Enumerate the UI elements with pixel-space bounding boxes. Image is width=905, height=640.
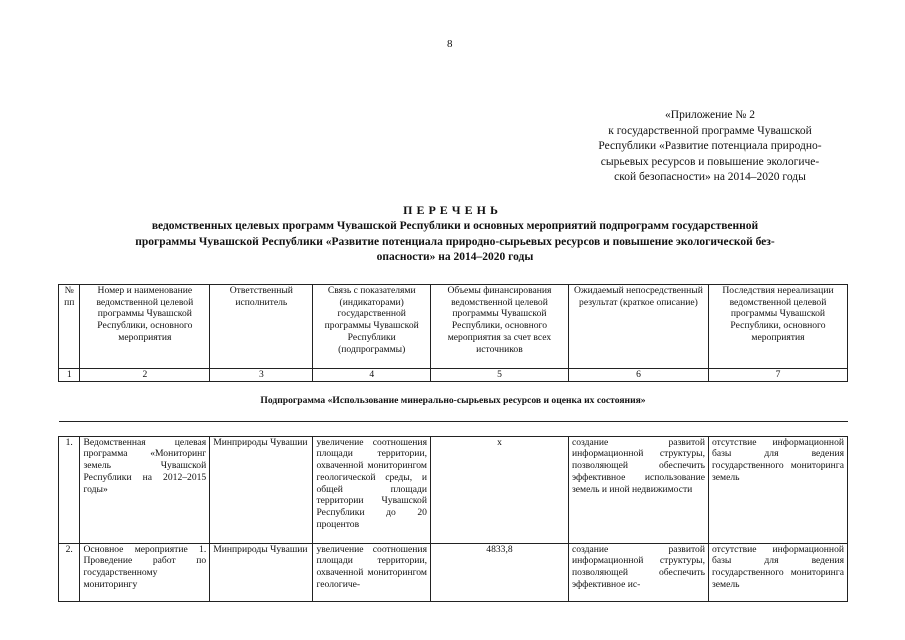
table-header-row	[59, 285, 848, 369]
row-number: 1.	[59, 436, 80, 543]
expected-result: создание развитой информационной структуры, позволяющей обеспечить эффективное использование земель и иной недвижимости	[568, 436, 708, 543]
executor: Минприроды Чувашии	[210, 543, 313, 601]
column-number: 2	[80, 369, 210, 382]
column-number: 5	[430, 369, 568, 382]
spacer-row	[59, 421, 848, 436]
page-number: 8	[447, 38, 453, 50]
expected-result: создание развитой информационной структуры, позволяющей обеспечить эффективное ис-	[568, 543, 708, 601]
table-row	[59, 436, 848, 543]
appendix-line: к государственной программе Чувашской	[608, 124, 812, 137]
header-cell: Объемы финансирования ведомственной целевой программы Чувашской Республики, основного мероприятия за счет всех источников	[430, 285, 568, 369]
appendix-line: ской безопасности» на 2014–2020 годы	[614, 171, 806, 183]
subtitle-line: опасности» на 2014–2020 годы	[376, 251, 534, 263]
column-number: 6	[568, 369, 708, 382]
appendix-line: «Приложение № 2	[665, 109, 755, 121]
spacer-cell	[59, 421, 848, 436]
executor: Минприроды Чувашии	[210, 436, 313, 543]
column-number: 3	[210, 369, 313, 382]
column-number: 1	[59, 369, 80, 382]
appendix-note	[560, 108, 860, 186]
consequences: отсутствие информационной базы для ведения государственного мониторинга земель	[708, 436, 847, 543]
funding: 4833,8	[430, 543, 568, 601]
table-row	[59, 543, 848, 601]
programs-table	[58, 284, 848, 602]
subtitle-line: ведомственных целевых программ Чувашской Республики и основных мероприятий подпрограмм государственной	[151, 220, 759, 232]
document-subtitle	[55, 219, 855, 266]
consequences: отсутствие информационной базы для ведения государственного мониторинга земель	[708, 543, 847, 601]
header-cell: № пп	[59, 285, 80, 369]
program-name: Ведомственная целевая программа «Мониторинг земель Чувашской Республики на 2012–2015 годы»	[80, 436, 210, 543]
header-cell: Последствия нереализации ведомственной целевой программы Чувашской Республики, основного мероприятия	[708, 285, 847, 369]
appendix-line: Республики «Развитие потенциала природно-	[598, 140, 822, 152]
row-number: 2.	[59, 543, 80, 601]
column-number: 4	[313, 369, 431, 382]
indicators: увеличение соотношения площади территории, охваченной мониторингом геологической среды, и общей площади территории Чувашской Республики до 20 процентов	[313, 436, 431, 543]
header-cell: Связь с показателями (индикаторами) государственной программы Чувашской Республики (подпрограммы)	[313, 285, 431, 369]
header-cell: Ожидаемый непосредственный результат (краткое описание)	[568, 285, 708, 369]
program-name: Основное мероприятие 1. Проведение работ по государственному мониторингу	[80, 543, 210, 601]
section-title: Подпрограмма «Использование минерально-сырьевых ресурсов и оценка их состояния»	[59, 381, 848, 421]
header-cell: Номер и наименование ведомственной целевой программы Чувашской Республики, основного мероприятия	[80, 285, 210, 369]
appendix-line: сырьевых ресурсов и повышение экологиче-	[600, 155, 820, 168]
funding: х	[430, 436, 568, 543]
column-number-row	[59, 369, 848, 382]
column-number: 7	[708, 369, 847, 382]
subtitle-line: программы Чувашской Республики «Развитие потенциала природно-сырьевых ресурсов и повышение экологической без-	[135, 235, 775, 248]
indicators: увеличение соотношения площади территории, охваченной мониторингом геологиче-	[313, 543, 431, 601]
section-row	[59, 381, 848, 421]
header-cell: Ответственный исполнитель	[210, 285, 313, 369]
document-title: ПЕРЕЧЕНЬ	[403, 203, 502, 217]
